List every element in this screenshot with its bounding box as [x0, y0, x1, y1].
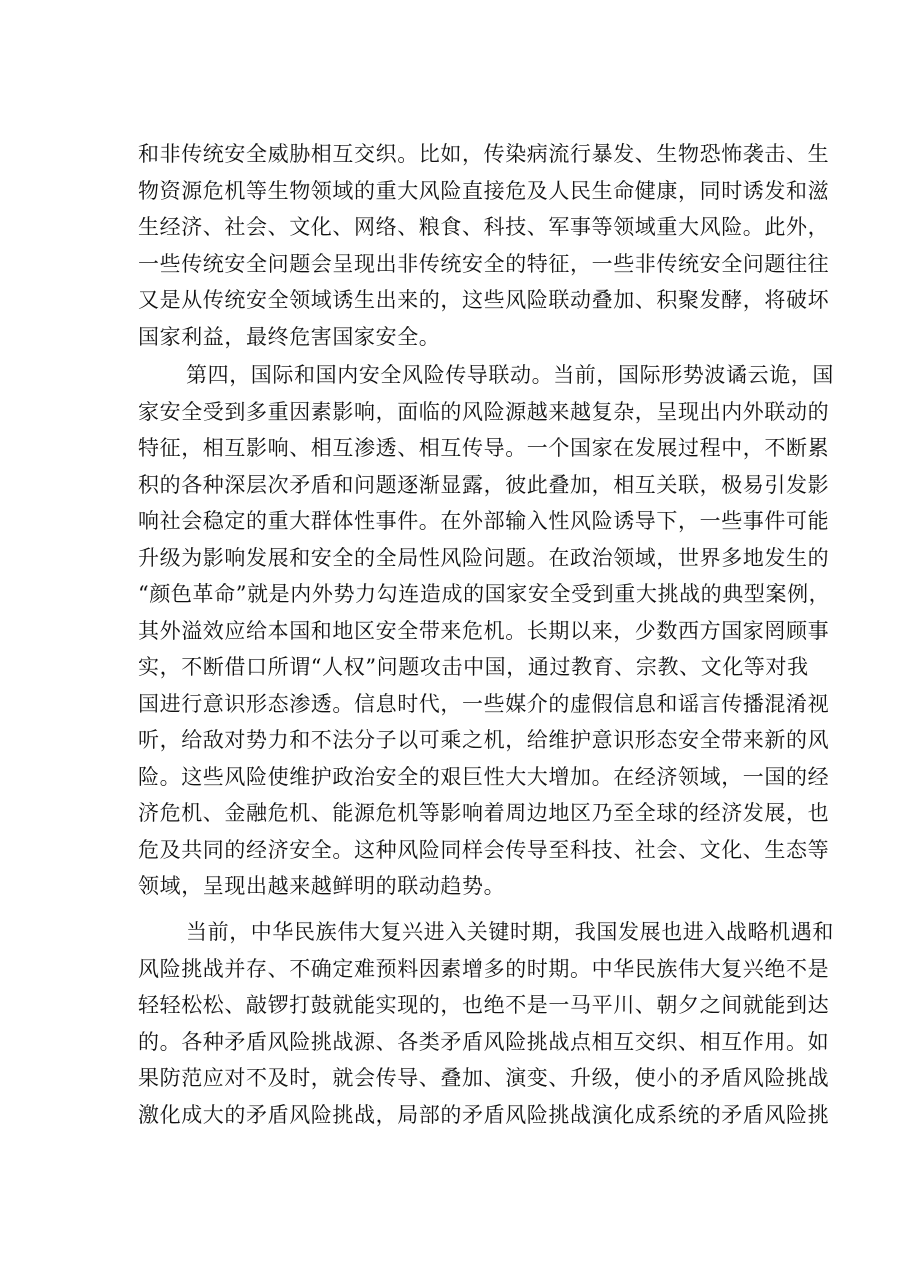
text-line: 的。各种矛盾风险挑战源、各类矛盾风险挑战点相互交织、相互作用。如 — [138, 1029, 830, 1054]
text-line: 听，给敌对势力和不法分子以可乘之机，给维护意识形态安全带来新的风 — [138, 728, 830, 752]
text-line: 轻轻松松、敲锣打鼓就能实现的，也绝不是一马平川、朝夕之间就能到达 — [138, 993, 830, 1017]
paragraph-1 — [138, 136, 830, 355]
text-line: 其外溢效应给本国和地区安全带来危机。长期以来，少数西方国家罔顾事 — [138, 618, 830, 643]
text-line: 生经济、社会、文化、网络、粮食、科技、军事等领域重大风险。此外， — [138, 215, 830, 239]
text-line: 济危机、金融危机、能源危机等影响着周边地区乃至全球的经济发展，也 — [138, 801, 830, 825]
text-line: 和非传统安全威胁相互交织。比如，传染病流行暴发、生物恐怖袭击、生 — [138, 142, 830, 166]
text-line: 激化成大的矛盾风险挑战，局部的矛盾风险挑战演化成系统的矛盾风险挑 — [138, 1102, 830, 1127]
text-line: 国进行意识形态渗透。信息时代，一些媒介的虚假信息和谣言传播混淆视 — [138, 691, 830, 716]
paragraph-2 — [138, 357, 834, 905]
text-line: 果防范应对不及时，就会传导、叠加、演变、升级，使小的矛盾风险挑战 — [138, 1066, 830, 1090]
text-line: 特征，相互影响、相互渗透、相互传导。一个国家在发展过程中，不断累 — [138, 436, 830, 460]
text-line: “颜色革命”就是内外势力勾连造成的国家安全受到重大挑战的典型案例， — [138, 582, 831, 606]
text-line: 国家利益，最终危害国家安全。 — [138, 324, 441, 349]
text-line: 积的各种深层次矛盾和问题逐渐显露，彼此叠加，相互关联，极易引发影 — [138, 472, 830, 497]
text-line: 响社会稳定的重大群体性事件。在外部输入性风险诱导下，一些事件可能 — [138, 509, 830, 533]
text-line: 险。这些风险使维护政治安全的艰巨性大大增加。在经济领域，一国的经 — [138, 764, 830, 789]
text-line: 家安全受到多重因素影响，面临的风险源越来越复杂，呈现出内外联动的 — [138, 399, 830, 424]
text-line: 风险挑战并存、不确定难预料因素增多的时期。中华民族伟大复兴绝不是 — [138, 956, 830, 981]
text-line: 危及共同的经济安全。这种风险同样会传导至科技、社会、文化、生态等 — [138, 837, 830, 862]
text-line: 又是从传统安全领域诱生出来的，这些风险联动叠加、积聚发酵，将破坏 — [138, 288, 830, 312]
text-line: 实，不断借口所谓“人权”问题攻击中国，通过教育、宗教、文化等对我 — [138, 655, 809, 679]
text-line: 物资源危机等生物领域的重大风险直接危及人民生命健康，同时诱发和滋 — [138, 178, 830, 203]
text-line: 当前，中华民族伟大复兴进入关键时期，我国发展也进入战略机遇和 — [186, 920, 834, 944]
text-line: 第四，国际和国内安全风险传导联动。当前，国际形势波谲云诡，国 — [186, 363, 834, 387]
text-line: 一些传统安全问题会呈现出非传统安全的特征，一些非传统安全问题往往 — [138, 251, 830, 276]
text-line: 升级为影响发展和安全的全局性风险问题。在政治领域，世界多地发生的 — [138, 545, 830, 570]
text-line: 领域，呈现出越来越鲜明的联动趋势。 — [138, 874, 506, 898]
paragraph-3 — [138, 914, 834, 1133]
